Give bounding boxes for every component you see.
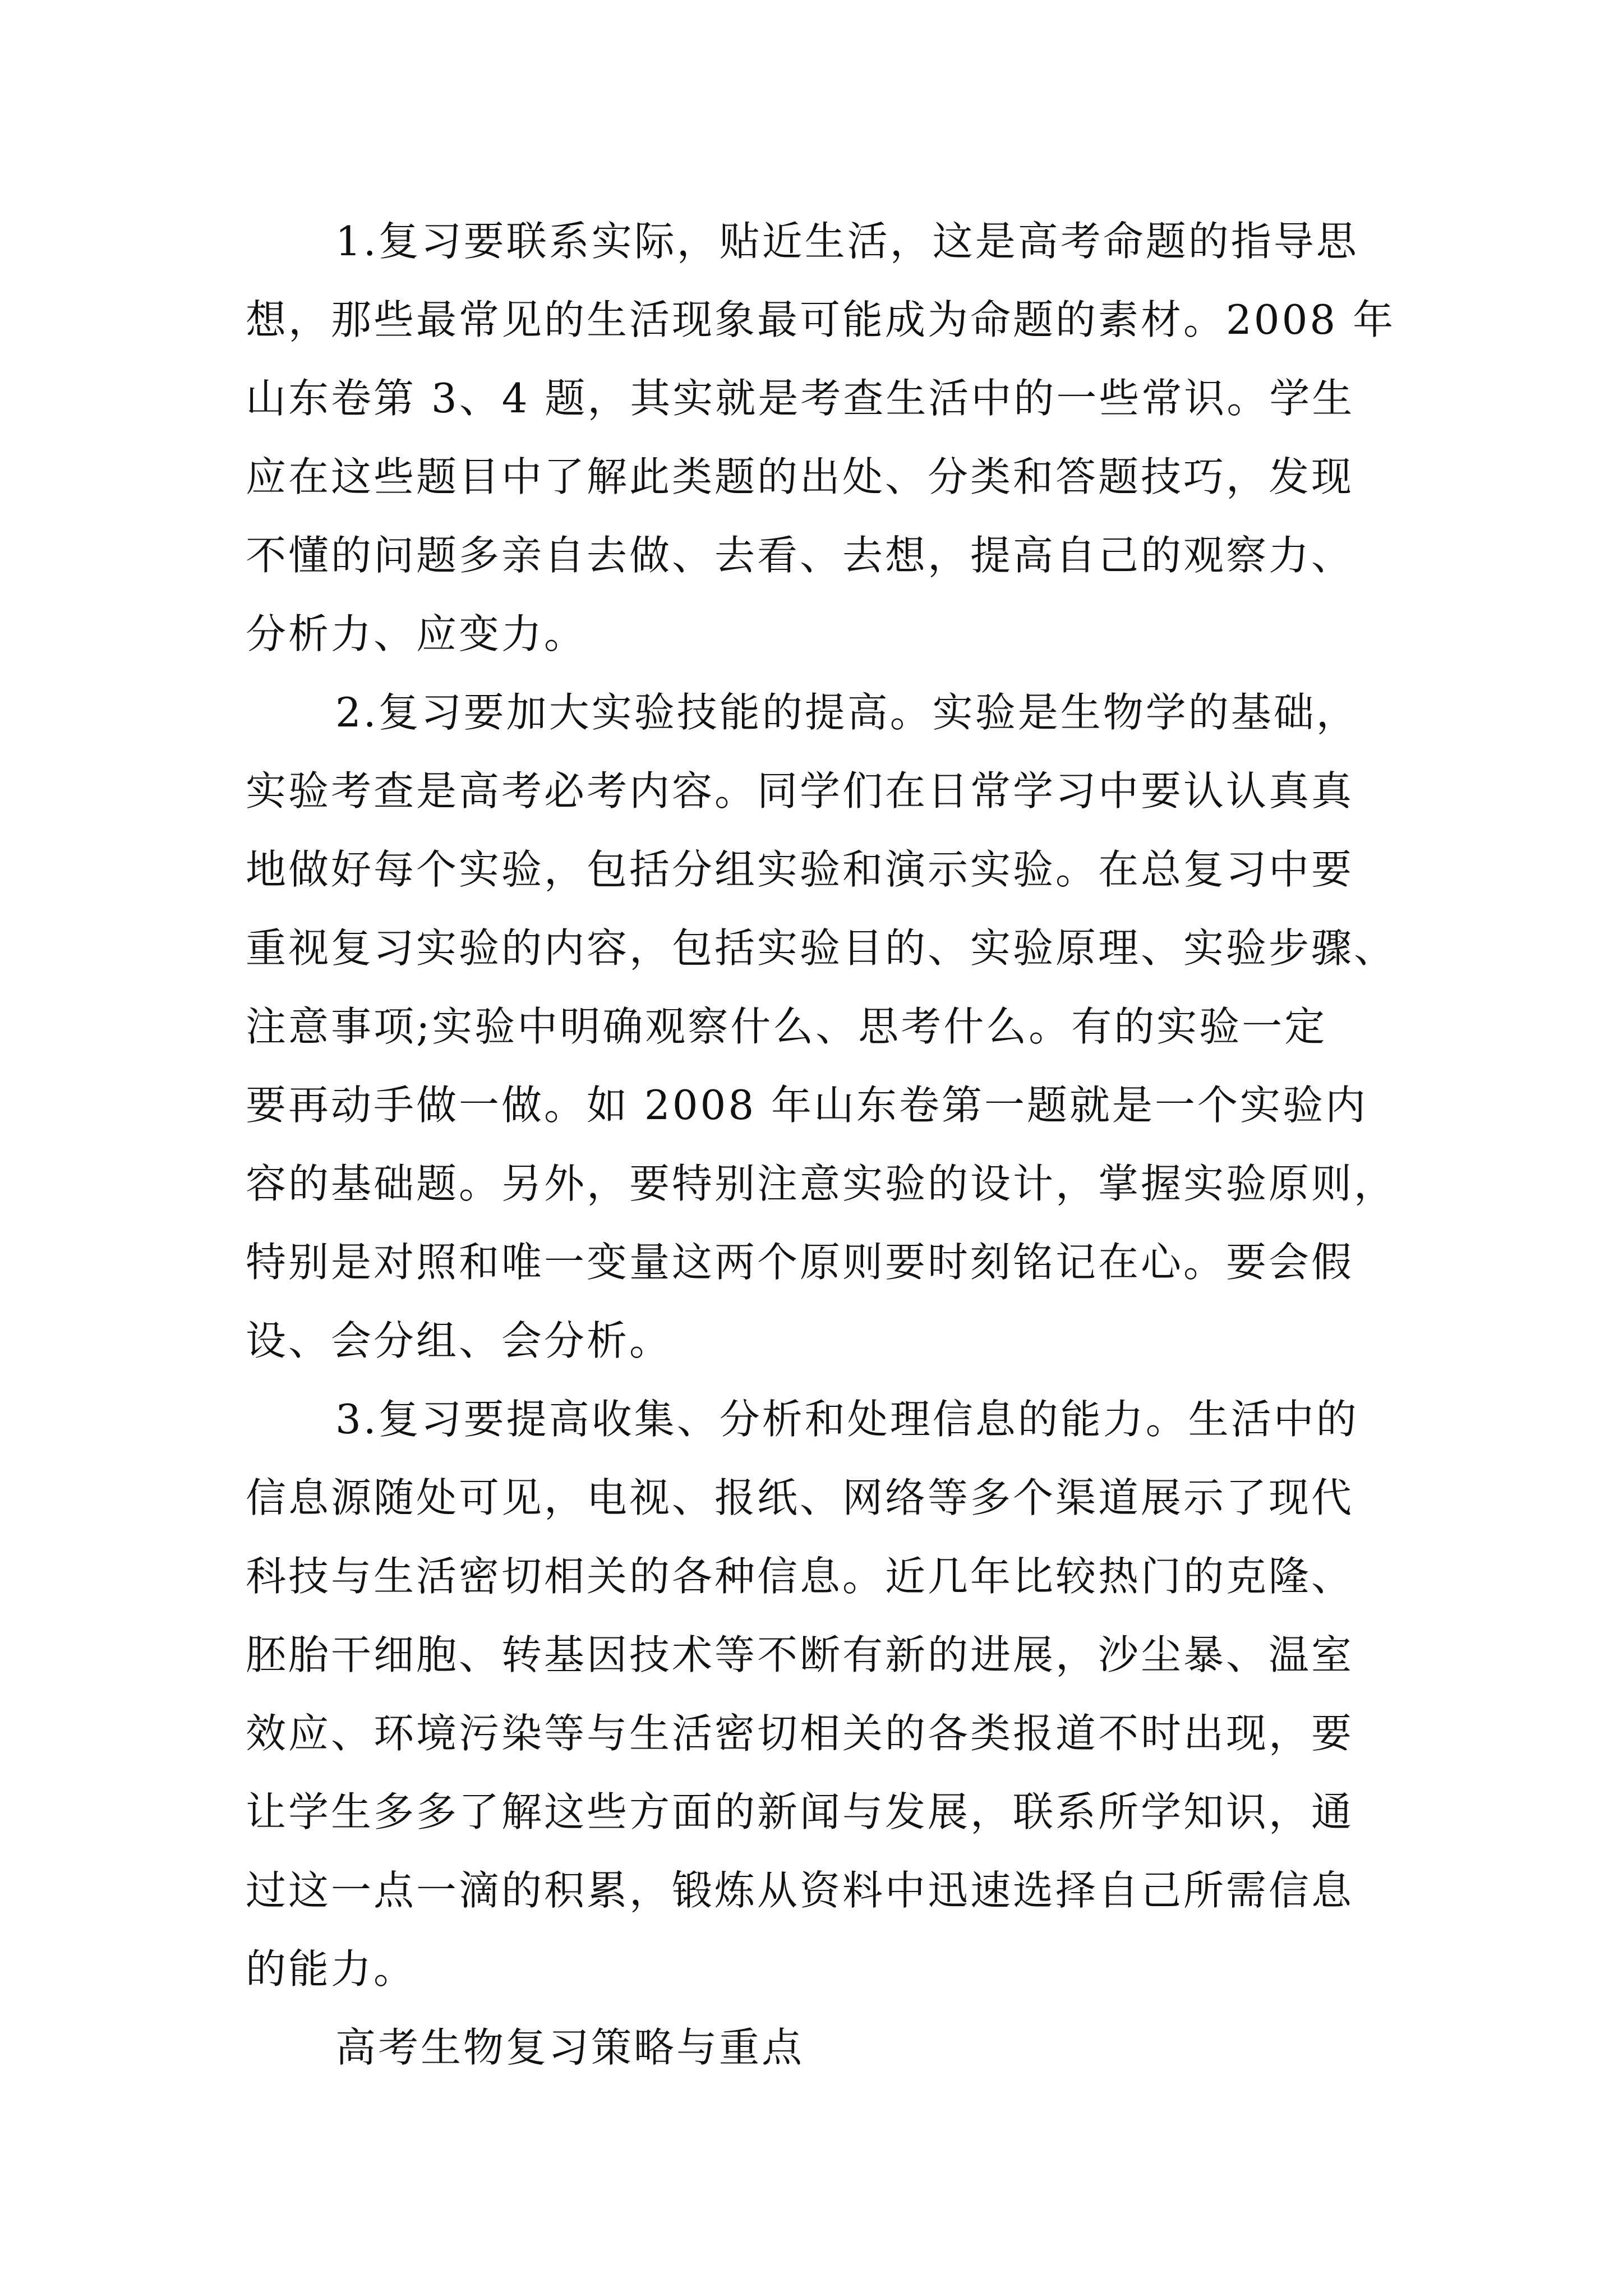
body-line: 过这一点一滴的积累，锻炼从资料中迅速选择自己所需信息 bbox=[246, 1867, 1354, 1914]
body-line: 2.复习要加大实验技能的提高。实验是生物学的基础， bbox=[335, 689, 1359, 736]
body-line: 山东卷第 3、4 题，其实就是考查生活中的一些常识。学生 bbox=[246, 375, 1355, 422]
body-line: 注意事项;实验中明确观察什么、思考什么。有的实验一定 bbox=[246, 1003, 1327, 1050]
body-line: 地做好每个实验，包括分组实验和演示实验。在总复习中要 bbox=[246, 846, 1354, 893]
body-line: 特别是对照和唯一变量这两个原则要时刻铭记在心。要会假 bbox=[246, 1239, 1354, 1286]
body-line: 要再动手做一做。如 2008 年山东卷第一题就是一个实验内 bbox=[246, 1082, 1368, 1129]
body-line: 设、会分组、会分析。 bbox=[246, 1317, 672, 1364]
body-line: 分析力、应变力。 bbox=[246, 610, 587, 657]
body-line: 想，那些最常见的生活现象最可能成为命题的素材。2008 年 bbox=[246, 296, 1396, 343]
body-line: 让学生多多了解这些方面的新闻与发展，联系所学知识，通 bbox=[246, 1788, 1354, 1835]
body-line: 1.复习要联系实际，贴近生活，这是高考命题的指导思 bbox=[335, 218, 1359, 265]
body-line: 效应、环境污染等与生活密切相关的各类报道不时出现，要 bbox=[246, 1710, 1354, 1757]
section-heading: 高考生物复习策略与重点 bbox=[335, 2024, 805, 2071]
body-line: 不懂的问题多亲自去做、去看、去想，提高自己的观察力、 bbox=[246, 532, 1354, 579]
body-line: 容的基础题。另外，要特别注意实验的设计，掌握实验原则， bbox=[246, 1160, 1397, 1207]
body-line: 应在这些题目中了解此类题的出处、分类和答题技巧，发现 bbox=[246, 453, 1354, 500]
body-line: 3.复习要提高收集、分析和处理信息的能力。生活中的 bbox=[335, 1396, 1359, 1443]
body-line: 重视复习实验的内容，包括实验目的、实验原理、实验步骤、 bbox=[246, 924, 1397, 972]
body-line: 的能力。 bbox=[246, 1945, 417, 1993]
body-line: 实验考查是高考必考内容。同学们在日常学习中要认认真真 bbox=[246, 767, 1354, 815]
body-line: 科技与生活密切相关的各种信息。近几年比较热门的克隆、 bbox=[246, 1553, 1354, 1600]
body-line: 胚胎干细胞、转基因技术等不断有新的进展，沙尘暴、温室 bbox=[246, 1631, 1354, 1678]
body-line: 信息源随处可见，电视、报纸、网络等多个渠道展示了现代 bbox=[246, 1474, 1354, 1521]
